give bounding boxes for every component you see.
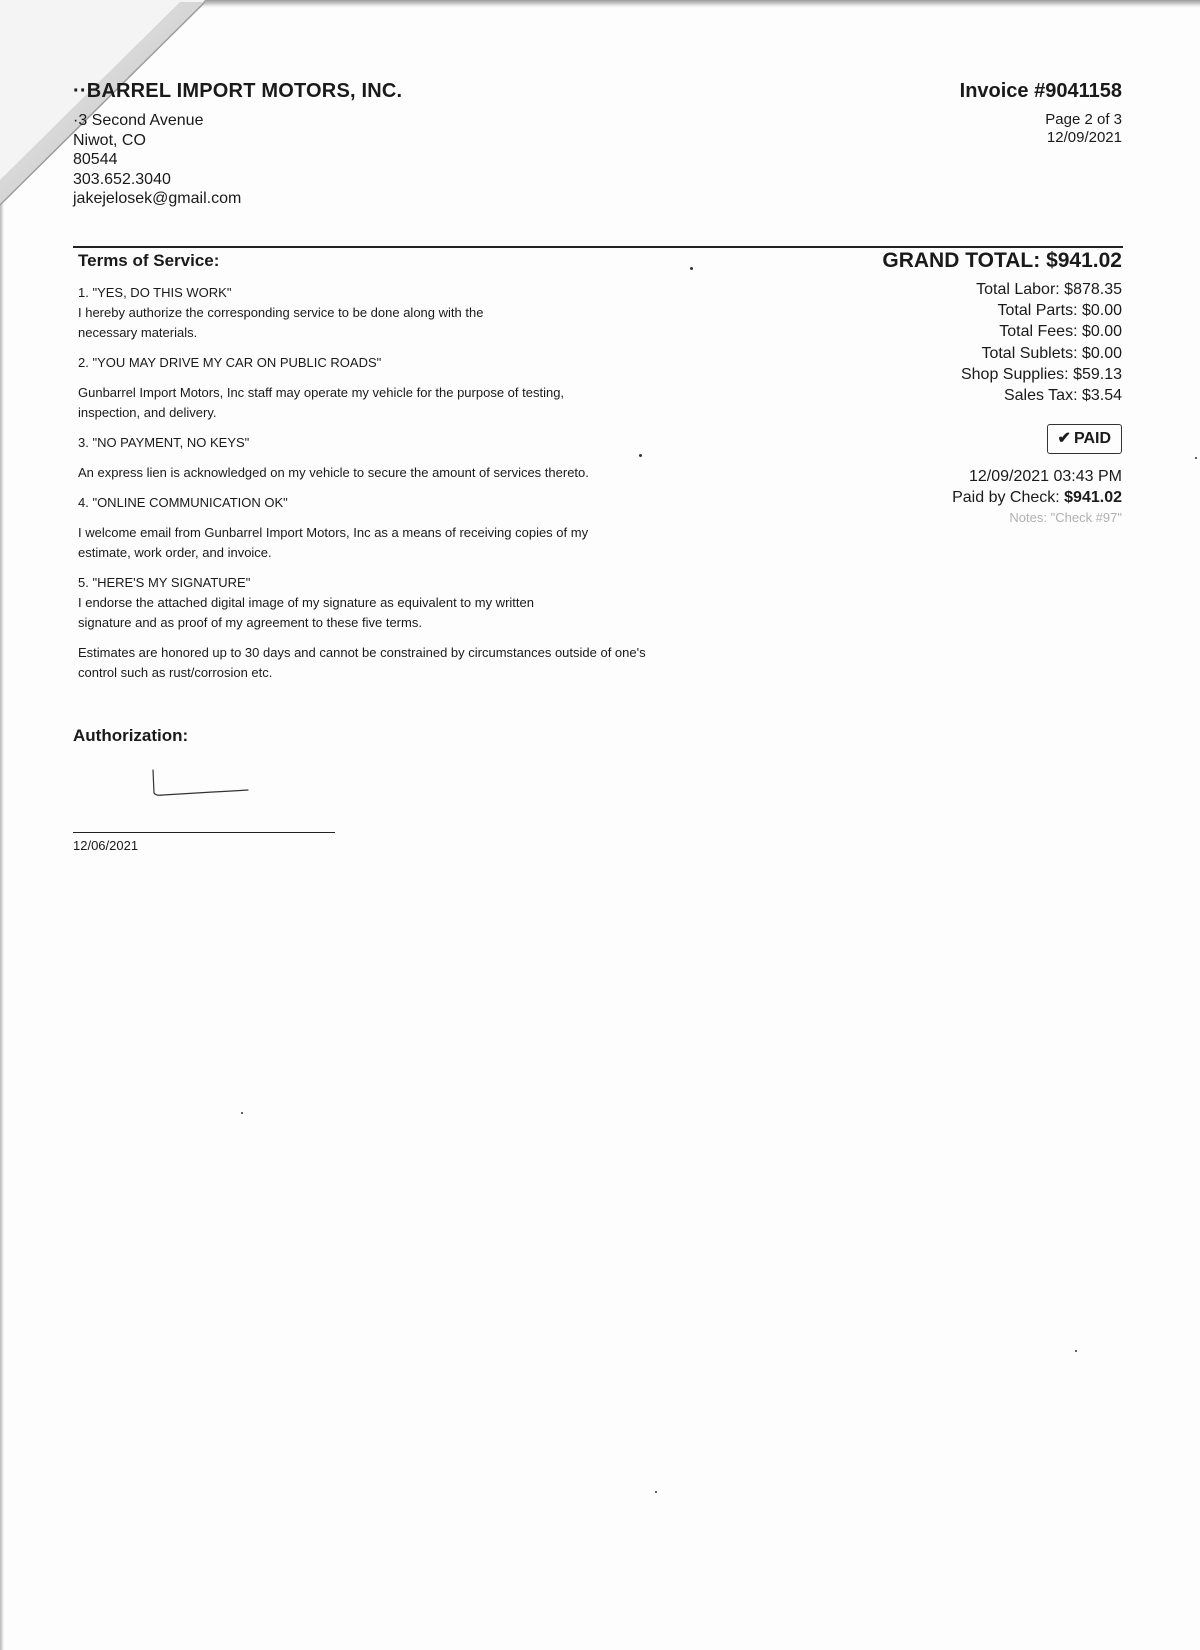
term-item	[78, 283, 698, 343]
term-heading: 3. "NO PAYMENT, NO KEYS"	[78, 435, 250, 450]
scan-speck	[655, 1491, 657, 1493]
term-body: I hereby authorize the corresponding service to be done along with the necessary materials.	[78, 305, 484, 340]
term-body: Gunbarrel Import Motors, Inc staff may operate my vehicle for the purpose of testing, inspection, and delivery.	[78, 385, 565, 420]
paid-status-badge	[1047, 424, 1122, 454]
term-body: I endorse the attached digital image of my signature as equivalent to my written signature and as proof of my agreement to these five terms.	[78, 595, 534, 630]
estimate-note: Estimates are honored up to 30 days and cannot be constrained by circumstances outside of one's control such as rust/corrosion etc.	[78, 645, 646, 680]
company-zip: 80544	[73, 151, 118, 168]
total-fees: Total Fees: $0.00	[999, 323, 1122, 341]
signature-line	[73, 832, 335, 833]
totals-section	[722, 249, 1122, 528]
scan-speck	[690, 267, 693, 270]
company-info	[73, 80, 673, 209]
total-parts: Total Parts: $0.00	[997, 302, 1122, 320]
term-item	[78, 493, 698, 563]
signature-image	[73, 758, 273, 808]
invoice-number: Invoice #9041158	[959, 80, 1122, 102]
term-item	[78, 433, 698, 483]
scan-speck	[241, 1112, 243, 1114]
term-body: An express lien is acknowledged on my vehicle to secure the amount of services thereto.	[78, 465, 589, 480]
authorization-date: 12/06/2021	[73, 838, 139, 853]
payment-method	[722, 487, 1122, 508]
check-icon: ✔	[1057, 430, 1071, 448]
invoice-page-number: Page 2 of 3	[1045, 111, 1122, 128]
scan-speck	[639, 454, 642, 457]
sales-tax: Sales Tax: $3.54	[1003, 387, 1122, 405]
term-heading: 5. "HERE'S MY SIGNATURE"	[78, 575, 251, 590]
authorization-section	[73, 726, 473, 746]
terms-of-service	[78, 251, 698, 683]
total-sublets: Total Sublets: $0.00	[981, 344, 1122, 362]
scan-speck	[1195, 457, 1197, 459]
term-heading: 2. "YOU MAY DRIVE MY CAR ON PUBLIC ROADS"	[78, 355, 382, 370]
term-item	[78, 573, 698, 633]
scan-left-edge	[0, 0, 4, 1650]
term-heading: 1. "YES, DO THIS WORK"	[78, 285, 232, 300]
payment-method-label: Paid by Check:	[952, 489, 1065, 507]
scan-speck	[1075, 1350, 1077, 1352]
scan-top-edge	[200, 0, 1200, 8]
authorization-title: Authorization:	[73, 726, 189, 745]
company-address: ·3 Second Avenue	[73, 112, 204, 129]
terms-title: Terms of Service:	[78, 251, 220, 270]
total-labor: Total Labor: $878.35	[976, 281, 1122, 298]
company-city-state: Niwot, CO	[73, 131, 146, 149]
grand-total: GRAND TOTAL: $941.02	[882, 249, 1122, 272]
term-item	[78, 353, 698, 423]
shop-supplies: Shop Supplies: $59.13	[960, 365, 1122, 383]
payment-amount: $941.02	[1064, 489, 1122, 507]
header-divider	[73, 246, 1123, 248]
payment-info	[722, 466, 1122, 528]
payment-notes: Notes: "Check #97"	[1009, 510, 1122, 526]
company-phone: 303.652.3040	[73, 170, 171, 188]
paid-status-label: PAID	[1073, 430, 1111, 448]
invoice-header	[722, 80, 1122, 147]
term-body: I welcome email from Gunbarrel Import Motors, Inc as a means of receiving copies of my estimate, work order, and invoice.	[78, 525, 589, 560]
company-email: jakejelosek@gmail.com	[73, 190, 242, 207]
payment-datetime: 12/09/2021 03:43 PM	[968, 468, 1122, 486]
term-heading: 4. "ONLINE COMMUNICATION OK"	[78, 495, 288, 510]
invoice-date: 12/09/2021	[1046, 129, 1122, 146]
company-name: ··BARREL IMPORT MOTORS, INC.	[73, 80, 403, 102]
